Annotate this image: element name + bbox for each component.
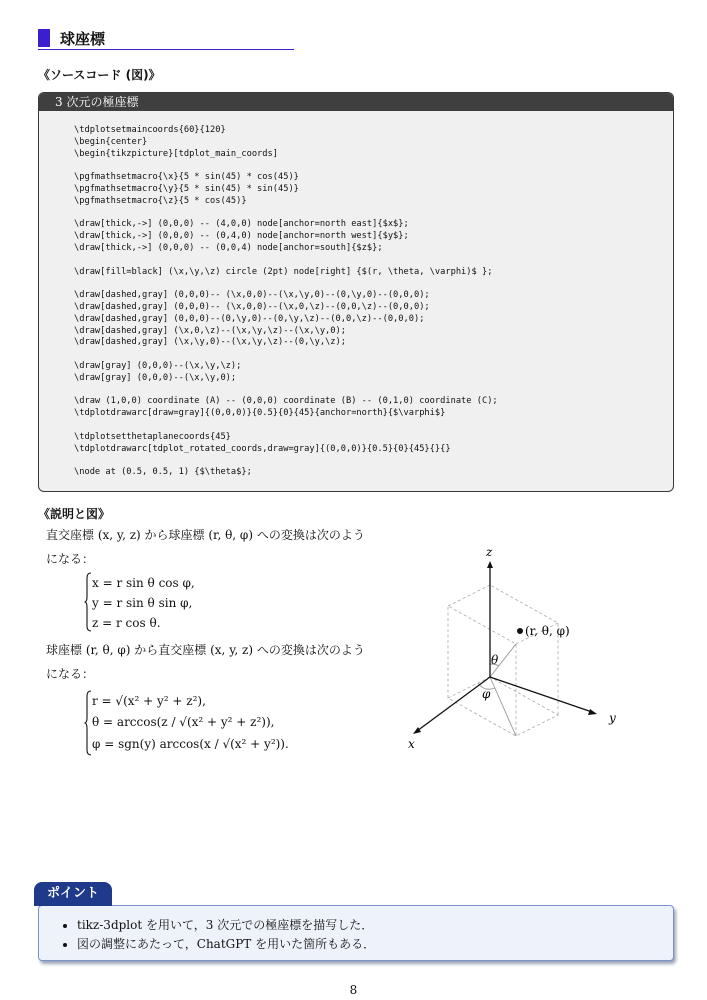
point-item: • tikz-3dplot を用いて，3 次元での極座標を描写した． (77, 916, 673, 935)
equation-line: r = √(x² + y² + z²), (92, 694, 206, 708)
section-marker (38, 29, 50, 47)
y-arrow-icon (588, 709, 597, 715)
x-arrow-icon (413, 727, 421, 734)
paragraph-1 (46, 528, 365, 566)
point-tab: ポイント (34, 882, 112, 906)
paragraph-2 (46, 643, 365, 681)
left-brace-icon (84, 572, 92, 632)
point-label: (r, θ, φ) (525, 624, 570, 638)
y-axis-label: y (609, 711, 616, 725)
section-header (38, 27, 294, 50)
x-axis-label: x (408, 737, 415, 751)
paragraph-1-line-1: 直交座標 (x, y, z) から球座標 (r, θ, φ) への変換は次のよう (46, 528, 365, 542)
equation-line: φ = sgn(y) arccos(x / √(x² + y²)). (92, 737, 289, 751)
z-axis-label: z (486, 545, 493, 559)
projection-line (490, 677, 516, 736)
z-arrow-icon (487, 561, 493, 568)
code-box-caption: 3 次元の極座標 (39, 93, 673, 111)
source-code-heading: 《ソースコード (図)》 (38, 68, 161, 82)
paragraph-1-line-2: になる： (46, 552, 95, 566)
point-marker (517, 628, 523, 634)
equation-line: z = r cos θ. (92, 616, 161, 630)
source-code: \tdplotsetmaincoords{60}{120} \begin{center} \begin{tikzpicture}[tdplot_main_coords] \pgfmathsetmacro{\x}{5 * sin(45) * cos(45)} \pgfmathsetmacro{\y}{5 * sin(45) * sin(45)} \pgfmathsetmacro{\z}{5 * cos(45)} \draw[thick,->] (0,0,0) -- (4,0,0) node[anchor=north east]{$x$}; \draw[thick,->] (0,0,0) -- (0,4,0) node[anchor=north west]{$y$}; \draw[thick,->] (0,0,0) -- (0,0,4) node[anchor=south]{$z$}; \draw[fill=black] (\x,\y,\z) circle (2pt) node[right] {$(r, \theta, \varphi)$ }; \draw[dashed,gray] (0,0,0)-- (\x,0,0)--(\x,\y,0)--(0,\y,0)--(0,0,0); \draw[dashed,gray] (0,0,0)-- (\x,0,0)--(\x,0,\z)--(0,0,\z)--(0,0,0); \draw[dashed,gray] (0,0,0)--(0,\y,0)--(0,\y,\z)--(0,0,\z)--(0,0,0); \draw[dashed,gray] (\x,0,\z)--(\x,\y,\z)--(\x,\y,0); \draw[dashed,gray] (\x,\y,0)--(\x,\y,\z)--(0,\y,\z); \draw[gray] (0,0,0)--(\x,\y,\z); \draw[gray] (0,0,0)--(\x,\y,0); \draw (1,0,0) coordinate (A) -- (0,0,0) coordinate (B) -- (0,1,0) coordinate (C); \tdplotdrawarc[draw=gray]{(0,0,0)}{0.5}{0}{45}{anchor=north}{$\varphi$} \tdplotsetthetaplanecoords{45} \tdplotdrawarc[tdplot_rotated_coords,draw=gray]{(0,0,0)}{0.5}{0}{45}{}{} \node at (0.5, 0.5, 1) {$\theta$}; (74, 125, 498, 478)
equation-line: y = r sin θ sin φ, (92, 596, 193, 610)
equation-block-1 (84, 572, 224, 632)
point-box (38, 905, 674, 961)
code-box (38, 92, 674, 492)
y-axis (490, 677, 592, 712)
explanation-heading: 《説明と図》 (38, 507, 111, 521)
theta-label: θ (491, 653, 499, 667)
paragraph-2-line-1: 球座標 (r, θ, φ) から直交座標 (x, y, z) への変換は次のよう (46, 643, 365, 657)
page-number: 8 (349, 983, 358, 997)
paragraph-2-line-2: になる： (46, 667, 95, 681)
point-item: • 図の調整にあたって，ChatGPT を用いた箇所もある． (77, 935, 673, 954)
spherical-coordinates-figure (404, 540, 620, 760)
equation-line: θ = arccos(z / √(x² + y² + z²)), (92, 715, 275, 729)
equation-block-2 (84, 690, 324, 756)
phi-label: φ (482, 687, 491, 701)
x-axis (417, 677, 490, 731)
equation-line: x = r sin θ cos φ, (92, 576, 195, 590)
left-brace-icon (84, 690, 92, 756)
section-title: 球座標 (60, 30, 106, 48)
